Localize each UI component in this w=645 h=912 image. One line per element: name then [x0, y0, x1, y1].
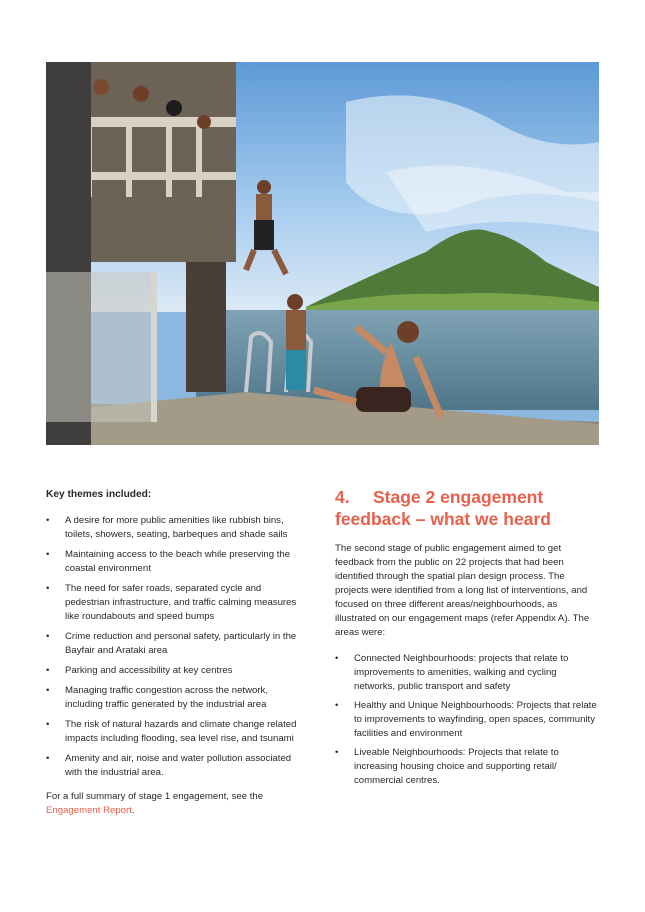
list-item: • Maintaining access to the beach while preserving the coastal environment — [46, 548, 308, 576]
photo-image — [46, 62, 599, 445]
key-themes-column — [46, 488, 308, 818]
intro-paragraph: The second stage of public engagement aimed to get feedback from the public on 22 projects that had been identified through the spatial plan design process. The projects were identified from a long list of interventions, and focused on three different areas/neighbourhoods, as illustrated on our engagement maps (refer Appendix A). The areas were: — [335, 543, 590, 638]
areas-list — [335, 652, 600, 788]
stage2-column — [335, 486, 600, 793]
summary-paragraph — [46, 790, 308, 818]
list-item: • Amenity and air, noise and water pollution associated with the industrial area. — [46, 752, 308, 780]
list-item: • Crime reduction and personal safety, particularly in the Bayfair and Arataki area — [46, 630, 308, 658]
list-item: • Healthy and Unique Neighbourhoods: Projects that relate to improvements to wayfinding, open spaces, community facilities and environment — [335, 699, 600, 741]
list-item: • The risk of natural hazards and climate change related impacts including flooding, sea level rise, and tsunami — [46, 718, 308, 746]
list-item: • Connected Neighbourhoods: projects that relate to improvements to amenities, walking and cycling networks, public transport and safety — [335, 652, 600, 694]
summary-prefix: For a full summary of stage 1 engagement, see the — [46, 791, 264, 802]
section-title: Stage 2 engagement feedback – what we heard — [335, 487, 551, 529]
summary-suffix: . — [131, 805, 135, 816]
key-themes-heading: Key themes included: — [46, 489, 152, 500]
key-themes-list — [46, 514, 308, 780]
list-item: • A desire for more public amenities like rubbish bins, toilets, showers, seating, barbeques and shade sails — [46, 514, 308, 542]
list-item: • Liveable Neighbourhoods: Projects that relate to increasing housing choice and supporting retail/ commercial centres. — [335, 746, 600, 788]
list-item: • Managing traffic congestion across the network, including traffic generated by the industrial area — [46, 684, 308, 712]
section-number: 4. — [335, 487, 350, 507]
section-heading — [335, 486, 600, 530]
hero-photo — [46, 62, 599, 445]
list-item: • Parking and accessibility at key centres — [46, 664, 308, 678]
list-item: • The need for safer roads, separated cycle and pedestrian infrastructure, and traffic calming measures like roundabouts and speed bumps — [46, 582, 308, 624]
engagement-report-link[interactable]: Engagement Report — [46, 805, 132, 816]
